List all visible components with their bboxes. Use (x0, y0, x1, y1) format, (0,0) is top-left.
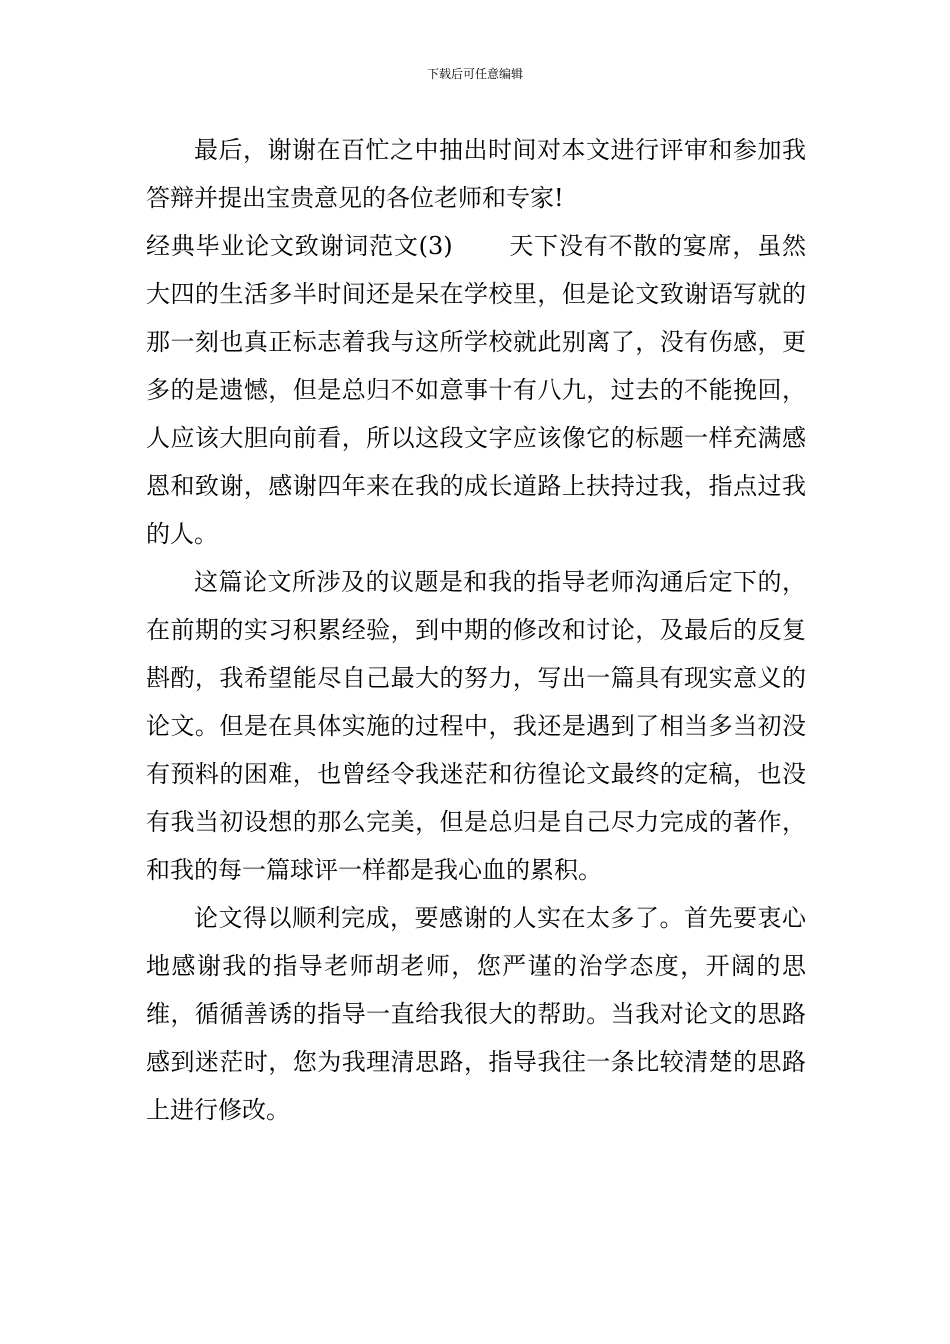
paragraph-advisor-thanks: 论文得以顺利完成，要感谢的人实在太多了。首先要衷心地感谢我的指导老师胡老师，您严谨的治学态度，开阔的思维，循循善诱的指导一直给我很大的帮助。当我对论文的思路感到迷茫时，您为我理清思路，指导我往一条比较清楚的思路上进行修改。 (146, 904, 806, 1124)
page-header: 下载后可任意编辑 (426, 67, 523, 81)
paragraph-closing-thanks: 最后，谢谢在百忙之中抽出时间对本文进行评审和参加我答辩并提出宝贵意见的各位老师和专家! (146, 136, 806, 212)
document-body (146, 126, 806, 1134)
section-title: 经典毕业论文致谢词范文(3) (146, 232, 453, 260)
paragraph-farewell: 天下没有不散的宴席，虽然大四的生活多半时间还是呆在学校里，但是论文致谢语写就的那一刻也真正标志着我与这所学校就此别离了，没有伤感，更多的是遗憾，但是总归不如意事十有八九，过去的不能挽回，人应该大胆向前看，所以这段文字应该像它的标题一样充满感恩和致谢，感谢四年来在我的成长道路上扶持过我，指点过我的人。 (146, 232, 806, 548)
paragraph-section-3 (146, 222, 806, 558)
paragraph-thesis-topic: 这篇论文所涉及的议题是和我的指导老师沟通后定下的，在前期的实习积累经验，到中期的修改和讨论，及最后的反复斟酌，我希望能尽自己最大的努力，写出一篇具有现实意义的论文。但是在具体实施的过程中，我还是遇到了相当多当初没有预料的困难，也曾经令我迷茫和彷徨论文最终的定稿，也没有我当初设想的那么完美，但是总归是自己尽力完成的著作，和我的每一篇球评一样都是我心血的累积。 (146, 568, 806, 884)
